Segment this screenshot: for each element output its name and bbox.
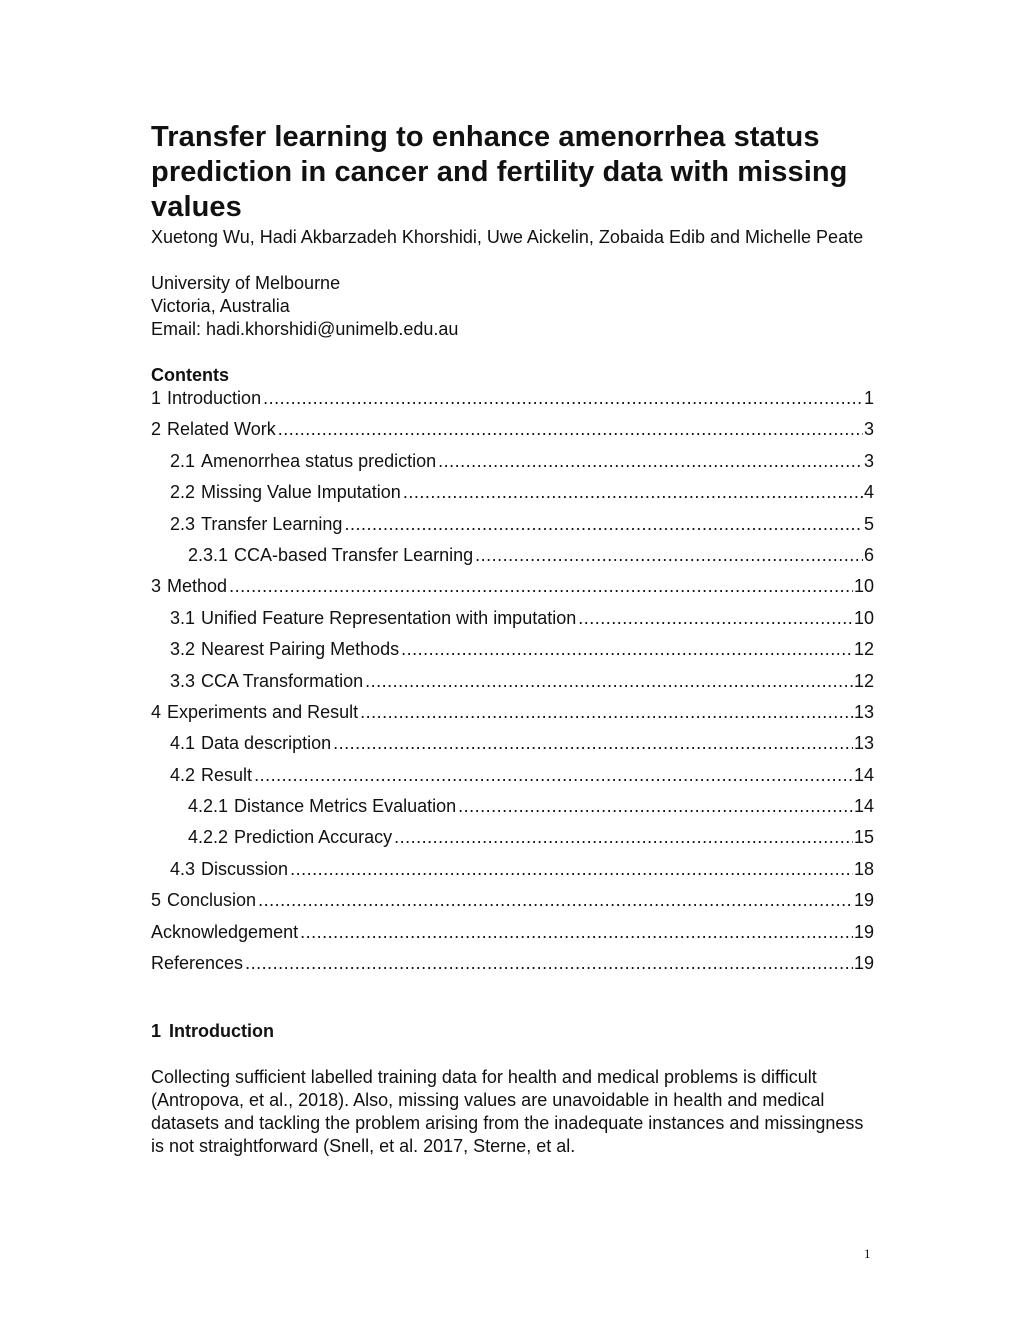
toc-entry[interactable]	[151, 732, 874, 763]
toc-entry-title: Conclusion	[167, 890, 257, 911]
toc-entry-page: 13	[853, 733, 874, 754]
toc-entry-title: Related Work	[167, 419, 276, 440]
toc-entry-title: Nearest Pairing Methods	[201, 639, 400, 660]
toc-entry-page: 13	[853, 701, 874, 722]
toc-dot-leader	[365, 670, 853, 693]
toc-dot-leader	[245, 952, 853, 975]
toc-entry-title: Transfer Learning	[201, 513, 343, 534]
toc-entry-page: 19	[853, 921, 874, 942]
toc-entry-number: 2.3	[170, 513, 196, 534]
paper-title: Transfer learning to enhance amenorrhea status prediction in cancer and fertility data with missing values	[151, 121, 848, 223]
toc-dot-leader	[438, 450, 863, 473]
affiliation-location: Victoria, Australia	[151, 296, 290, 316]
toc-entry-page: 5	[863, 513, 874, 534]
toc-entry[interactable]	[151, 795, 874, 826]
toc-entry-title: Discussion	[201, 858, 289, 879]
toc-entry-number: 5	[151, 890, 162, 911]
toc-entry-page: 4	[863, 482, 874, 503]
toc-dot-leader	[394, 826, 853, 849]
toc-dot-leader	[360, 701, 853, 724]
toc-entry[interactable]	[151, 575, 874, 606]
body-paragraph: Collecting sufficient labelled training data for health and medical problems is difficult (Antropova, et al., 2018). Also, missing values are unavoidable in health and medical datasets and tackling the problem arising from the inadequate instances and missingness is not straightforward (Snell, et al. 2017, Sterne, et al.	[151, 1067, 864, 1157]
toc-entry-page: 3	[863, 419, 874, 440]
toc-entry-number: 4.1	[170, 733, 196, 754]
toc-entry-title: Experiments and Result	[167, 701, 359, 722]
toc-dot-leader	[578, 607, 853, 630]
section-number: 1	[151, 1021, 162, 1042]
toc-entry-number: 2	[151, 419, 162, 440]
toc-entry[interactable]	[151, 481, 874, 512]
toc-entry[interactable]	[151, 921, 874, 952]
affiliation-block	[151, 272, 874, 341]
toc-entry-title: Unified Feature Representation with imputation	[201, 607, 577, 628]
table-of-contents	[151, 387, 874, 983]
toc-entry-title: Prediction Accuracy	[234, 827, 393, 848]
affiliation-institution: University of Melbourne	[151, 273, 341, 293]
toc-dot-leader	[263, 387, 863, 410]
paper-page	[151, 120, 874, 1176]
toc-entry-title: CCA Transformation	[201, 670, 364, 691]
toc-entry-title: References	[151, 953, 244, 974]
toc-dot-leader	[401, 638, 853, 661]
toc-entry-title: Result	[201, 764, 253, 785]
toc-entry-title: CCA-based Transfer Learning	[234, 544, 474, 565]
toc-entry-number: 4.2.1	[188, 796, 229, 817]
toc-entry-title: Method	[167, 576, 228, 597]
toc-entry-page: 6	[863, 544, 874, 565]
toc-entry[interactable]	[151, 544, 874, 575]
toc-entry-number: 4.3	[170, 858, 196, 879]
section-heading	[151, 1020, 874, 1043]
toc-dot-leader	[300, 921, 853, 944]
toc-entry-number: 2.2	[170, 482, 196, 503]
toc-entry-page: 19	[853, 890, 874, 911]
toc-dot-leader	[344, 513, 863, 536]
toc-entry[interactable]	[151, 418, 874, 449]
toc-entry-title: Acknowledgement	[151, 921, 299, 942]
toc-entry-number: 3.3	[170, 670, 196, 691]
toc-dot-leader	[254, 764, 853, 787]
toc-entry-title: Introduction	[167, 388, 262, 408]
section-title: Introduction	[169, 1021, 274, 1042]
toc-entry[interactable]	[151, 387, 874, 418]
toc-entry-number: 4	[151, 701, 162, 722]
toc-entry-page: 19	[853, 953, 874, 974]
toc-dot-leader	[333, 732, 853, 755]
contents-heading: Contents	[151, 365, 229, 385]
toc-entry-title: Distance Metrics Evaluation	[234, 796, 457, 817]
toc-dot-leader	[278, 418, 863, 441]
toc-dot-leader	[403, 481, 863, 504]
toc-entry-page: 1	[863, 388, 874, 408]
toc-entry-page: 12	[853, 670, 874, 691]
toc-entry-page: 10	[853, 607, 874, 628]
toc-entry-page: 14	[853, 796, 874, 817]
toc-entry[interactable]	[151, 764, 874, 795]
toc-entry-page: 10	[853, 576, 874, 597]
toc-entry[interactable]	[151, 701, 874, 732]
toc-entry-number: 1	[151, 388, 162, 408]
toc-entry[interactable]	[151, 638, 874, 669]
toc-entry-number: 3.2	[170, 639, 196, 660]
toc-entry-number: 4.2	[170, 764, 196, 785]
toc-entry-title: Amenorrhea status prediction	[201, 450, 437, 471]
toc-entry-page: 14	[853, 764, 874, 785]
toc-entry-title: Missing Value Imputation	[201, 482, 401, 503]
toc-entry[interactable]	[151, 858, 874, 889]
toc-entry-number: 2.1	[170, 450, 196, 471]
toc-entry[interactable]	[151, 670, 874, 701]
toc-dot-leader	[229, 575, 853, 598]
author-list: Xuetong Wu, Hadi Akbarzadeh Khorshidi, Uwe Aickelin, Zobaida Edib and Michelle Peate	[151, 227, 864, 247]
toc-entry-number: 4.2.2	[188, 827, 229, 848]
toc-entry[interactable]	[151, 450, 874, 481]
toc-entry[interactable]	[151, 607, 874, 638]
toc-entry-title: Data description	[201, 733, 332, 754]
toc-entry-number: 2.3.1	[188, 544, 229, 565]
toc-entry[interactable]	[151, 826, 874, 857]
toc-dot-leader	[458, 795, 853, 818]
toc-entry-page: 15	[853, 827, 874, 848]
toc-entry-page: 12	[853, 639, 874, 660]
toc-dot-leader	[258, 889, 853, 912]
toc-entry[interactable]	[151, 889, 874, 920]
toc-entry-page: 18	[853, 858, 874, 879]
toc-entry-page: 3	[863, 450, 874, 471]
toc-entry-number: 3	[151, 576, 162, 597]
contact-email: Email: hadi.khorshidi@unimelb.edu.au	[151, 319, 459, 339]
toc-dot-leader	[290, 858, 853, 881]
toc-entry[interactable]	[151, 513, 874, 544]
toc-entry[interactable]	[151, 952, 874, 983]
toc-dot-leader	[475, 544, 863, 567]
toc-entry-number: 3.1	[170, 607, 196, 628]
page-number: 1	[864, 1246, 871, 1261]
